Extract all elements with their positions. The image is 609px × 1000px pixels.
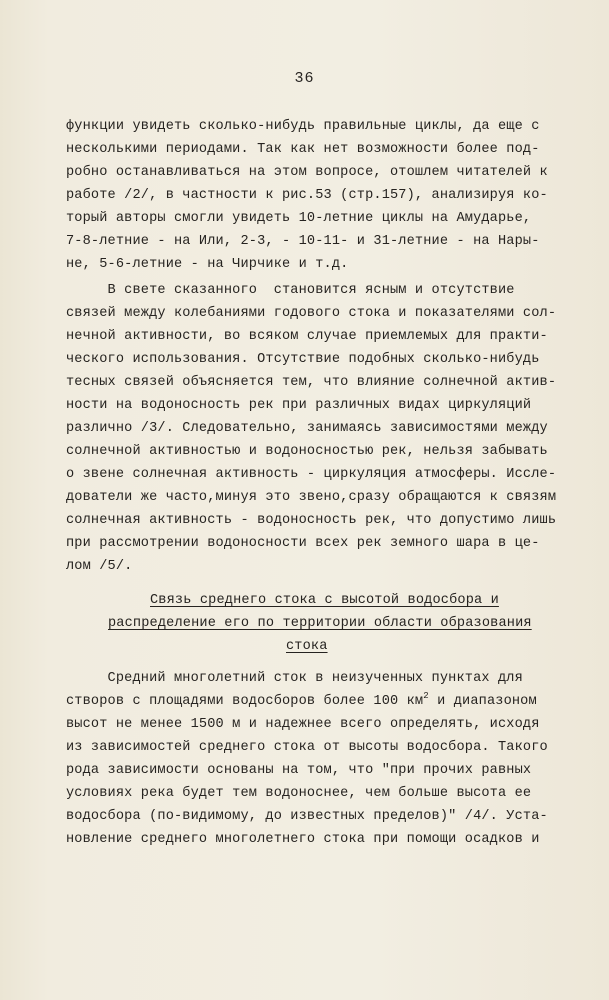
text-line: тесных связей объясняется тем, что влияние солнечной актив-	[66, 375, 557, 390]
text-line: дователи же часто,минуя это звено,сразу обращаются к связям	[66, 490, 557, 505]
text-line: солнечная активность - водоносность рек, что допустимо лишь	[66, 513, 557, 528]
text-line: торый авторы смогли увидеть 10-летние циклы на Амударье,	[66, 211, 532, 226]
text-line: работе /2/, в частности к рис.53 (стр.157), анализируя ко-	[66, 188, 548, 203]
section-heading-line: Связь среднего стока с высотой водосбора и	[150, 593, 499, 608]
superscript: 2	[423, 691, 429, 701]
text-line: 7-8-летние - на Или, 2-3, - 10-11- и 31-летние - на Нары-	[66, 234, 540, 249]
page-number: 36	[294, 70, 315, 87]
text-line: солнечной активностью и водоносностью рек, нельзя забывать	[66, 444, 548, 459]
text-line: нечной активности, во всяком случае приемлемых для практи-	[66, 329, 548, 344]
text-line: о звене солнечная активность - циркуляция атмосферы. Иссле-	[66, 467, 557, 482]
text-line: связей между колебаниями годового стока и показателями сол-	[66, 306, 557, 321]
text-line: из зависимостей среднего стока от высоты водосбора. Такого	[66, 740, 548, 755]
text-line: лом /5/.	[66, 559, 133, 574]
text-line: различно /3/. Следовательно, занимаясь зависимостями между	[66, 421, 548, 436]
section-heading-line: стока	[286, 639, 328, 654]
text-line: несколькими периодами. Так как нет возможности более под-	[66, 142, 540, 157]
text-segment: и диапазоном	[428, 694, 537, 709]
section-heading-line: распределение его по территории области образования	[108, 616, 532, 631]
text-line: условиях река будет тем водоноснее, чем больше высота ее	[66, 786, 532, 801]
text-line: робно останавливаться на этом вопросе, отошлем читателей к	[66, 165, 548, 180]
text-line	[66, 693, 537, 713]
text-line: при рассмотрении водоносности всех рек земного шара в це-	[66, 536, 540, 551]
text-line: функции увидеть сколько-нибудь правильные циклы, да еще с	[66, 119, 540, 134]
text-line: высот не менее 1500 м и надежнее всего определять, исходя	[66, 717, 540, 732]
text-line: рода зависимости основаны на том, что "при прочих равных	[66, 763, 532, 778]
text-line: В свете сказанного становится ясным и отсутствие	[66, 283, 515, 298]
text-line: не, 5-6-летние - на Чирчике и т.д.	[66, 257, 349, 272]
text-line: новление среднего многолетнего стока при помощи осадков и	[66, 832, 540, 847]
text-line: ности на водоносность рек при различных видах циркуляций	[66, 398, 532, 413]
text-line: Средний многолетний сток в неизученных пунктах для	[66, 671, 523, 686]
text-segment: створов с площадями водосборов более 100 км	[66, 694, 424, 709]
text-line: ческого использования. Отсутствие подобных сколько-нибудь	[66, 352, 540, 367]
text-line: водосбора (по-видимому, до известных пределов)" /4/. Уста-	[66, 809, 548, 824]
